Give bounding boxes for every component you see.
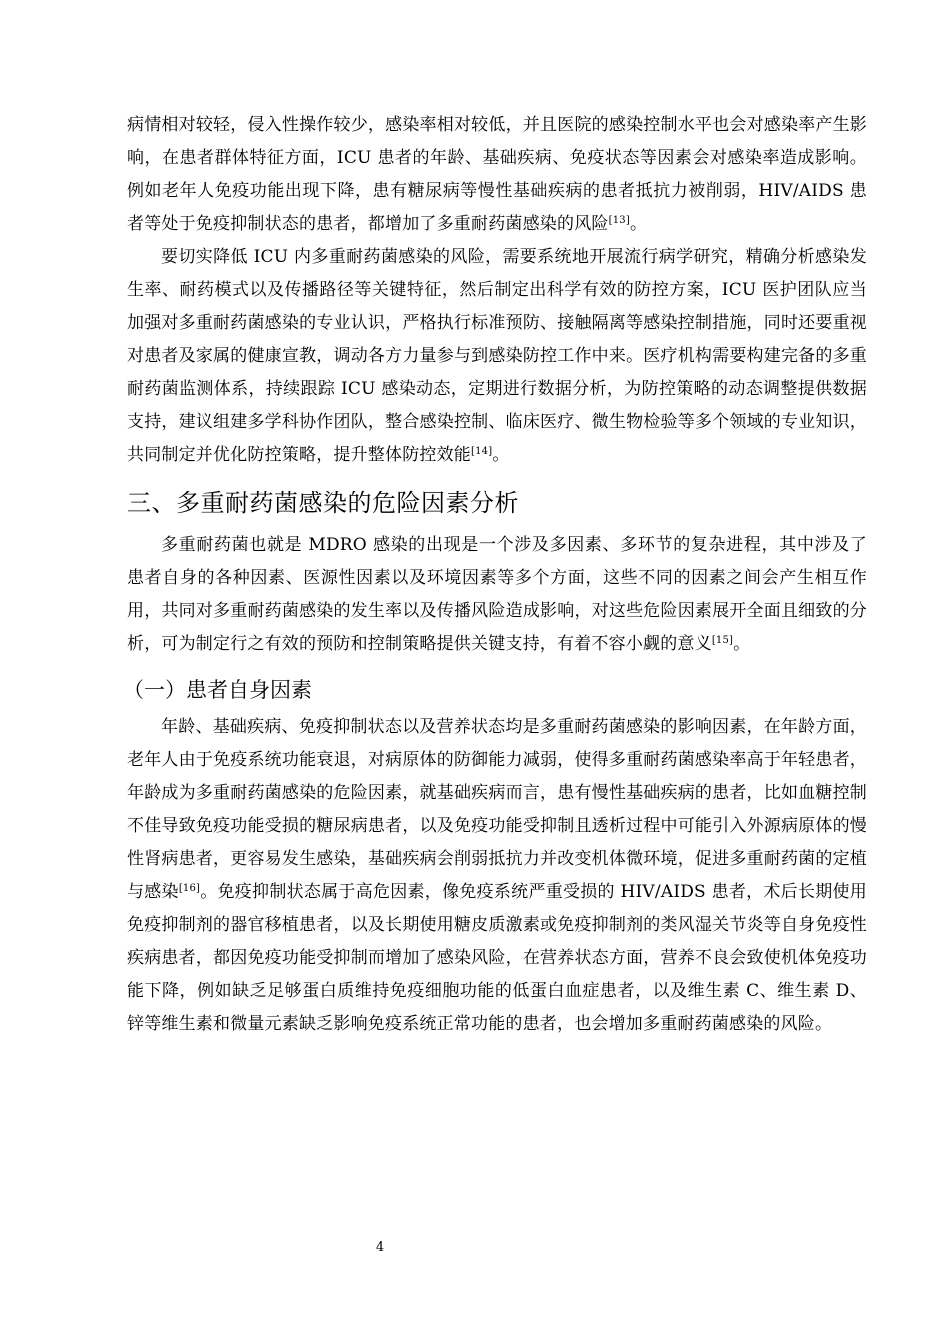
citation-15[interactable]: [15] [711,635,734,646]
page-body [123,109,867,1041]
citation-13[interactable]: [13] [608,215,630,226]
paragraph-1-text: 病情相对较轻，侵入性操作较少，感染率相对较低，并且医院的感染控制水平也会对感染率产生影响，在患者群体特征方面，ICU 患者的年龄、基础疾病、免疫状态等因素会对感染率造成影响。例如老年人免疫功能出现下降，患有糖尿病等慢性基础疾病的患者抵抗力被削弱，HIV/AIDS 患者等处于免疫抑制状态的患者，都增加了多重耐药菌感染的风险 [127,115,867,234]
paragraph-2-text: 要切实降低 ICU 内多重耐药菌感染的风险，需要系统地开展流行病学研究，精确分析感染发生率、耐药模式以及传播路径等关键特征，然后制定出科学有效的防控方案，ICU 医护团队应当加强对多重耐药菌感染的专业认识，严格执行标准预防、接触隔离等感染控制措施，同时还要重视对患者及家属的健康宣教，调动各方力量参与到感染防控工作中来。医疗机构需要构建完备的多重耐药菌监测体系，持续跟踪 ICU 感染动态，定期进行数据分析，为防控策略的动态调整提供数据支持，建议组建多学科协作团队，整合感染控制、临床医疗、微生物检验等多个领域的专业知识，共同制定并优化防控策略，提升整体防控效能 [127,247,867,465]
paragraph-3-text: 多重耐药菌也就是 MDRO 感染的出现是一个涉及多因素、多环节的复杂进程，其中涉及了患者自身的各种因素、医源性因素以及环境因素等多个方面，这些不同的因素之间会产生相互作用，共同对多重耐药菌感染的发生率以及传播风险造成影响，对这些危险因素展开全面且细致的分析，可为制定行之有效的预防和控制策略提供关键支持，有着不容小觑的意义 [127,535,867,654]
paragraph-1-end: 。 [629,214,648,234]
paragraph-1 [127,109,867,241]
citation-16[interactable]: [16] [178,883,201,894]
paragraph-3-end: 。 [733,634,751,654]
paragraph-2-end: 。 [492,445,510,465]
paragraph-3 [127,529,867,661]
paragraph-4 [127,711,867,1041]
paragraph-2 [127,241,867,472]
subsection-heading-1: （一）患者自身因素 [123,678,312,702]
page-number: 4 [375,1240,385,1255]
citation-14[interactable]: [14] [471,446,493,457]
paragraph-4-text-a: 年龄、基础疾病、免疫抑制状态以及营养状态均是多重耐药菌感染的影响因素，在年龄方面，老年人由于免疫系统功能衰退，对病原体的防御能力减弱，使得多重耐药菌感染率高于年轻患者，年龄成为多重耐药菌感染的危险因素，就基础疾病而言，患有慢性基础疾病的患者，比如血糖控制不佳导致免疫功能受损的糖尿病患者，以及免疫功能受抑制且透析过程中可能引入外源病原体的慢性肾病患者，更容易发生感染，基础疾病会削弱抵抗力并改变机体微环境，促进多重耐药菌的定植与感染 [127,717,867,902]
section-heading-3: 三、多重耐药菌感染的危险因素分析 [127,489,519,517]
paragraph-4-text-b: 。免疫抑制状态属于高危因素，像免疫系统严重受损的 HIV/AIDS 患者，术后长期使用免疫抑制剂的器官移植患者，以及长期使用糖皮质激素或免疫抑制剂的类风湿关节炎等自身免疫性疾病患者，都因免疫功能受抑制而增加了感染风险，在营养状态方面，营养不良会致使机体免疫功能下降，例如缺乏足够蛋白质维持免疫细胞功能的低蛋白血症患者，以及维生素 C、维生素 D、锌等维生素和微量元素缺乏影响免疫系统正常功能的患者，也会增加多重耐药菌感染的风险。 [127,882,867,1034]
